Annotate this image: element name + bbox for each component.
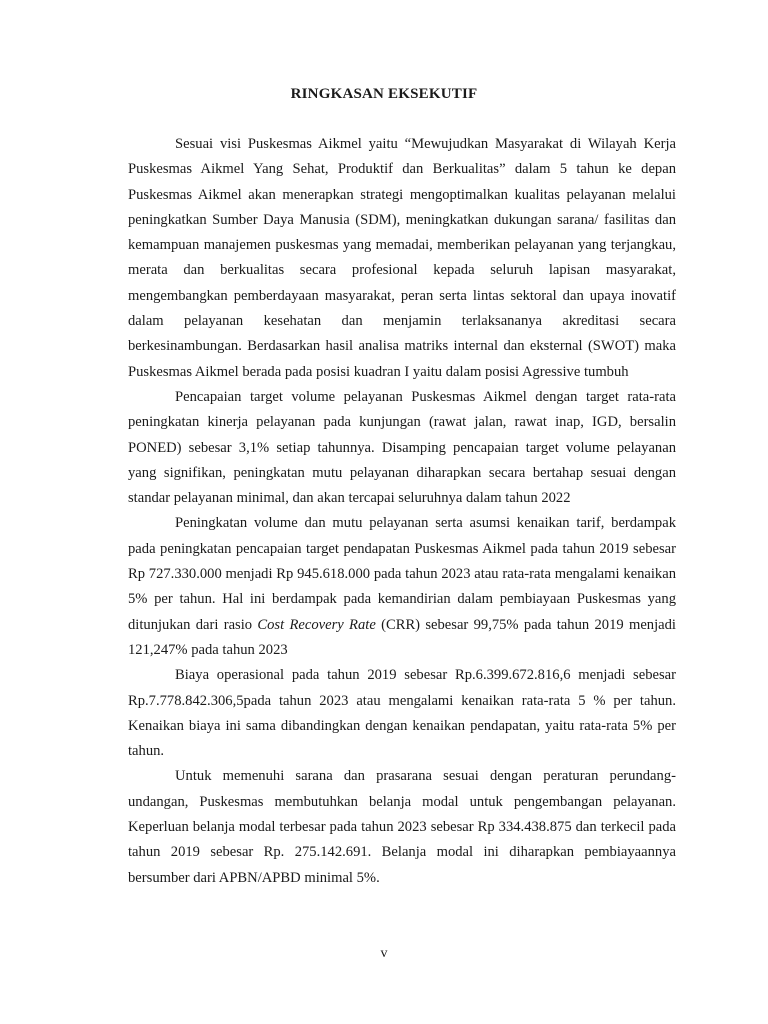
paragraph-revenue-text-end: (CRR) sebesar 99,75% pada tahun 2019 menjadi 121,247% pada tahun 2023 <box>128 616 676 658</box>
document-body <box>128 132 676 891</box>
paragraph-vision: Sesuai visi Puskesmas Aikmel yaitu “Mewujudkan Masyarakat di Wilayah Kerja Puskesmas Aikmel Yang Sehat, Produktif dan Berkualitas” dalam 5 tahun ke depan Puskesmas Aikmel akan menerapkan strategi mengoptimalkan kualitas pelayanan melalui peningkatkan Sumber Daya Manusia (SDM), meningkatkan dukungan sarana/ fasilitas dan kemampuan manajemen puskesmas yang memadai, memberikan pelayanan yang terjangkau, merata dan berkualitas secara profesional kepada seluruh lapisan masyarakat, mengembangkan pemberdayaan masyarakat, peran serta lintas sektoral dan upaya inovatif dalam pelayanan kesehatan dan menjamin terlaksananya akreditasi secara berkesinambungan. Berdasarkan hasil analisa matriks internal dan eksternal (SWOT) maka Puskesmas Aikmel berada pada posisi kuadran I yaitu dalam posisi Agressive tumbuh <box>128 136 676 380</box>
paragraph-capital-expenditure: Untuk memenuhi sarana dan prasarana sesuai dengan peraturan perundang-undangan, Puskesmas membutuhkan belanja modal untuk pengembangan pelayanan. Keperluan belanja modal terbesar pada tahun 2023 sebesar Rp 334.438.875 dan terkecil pada tahun 2019 sebesar Rp. 275.142.691. Belanja modal ini diharapkan pembiayaannya bersumber dari APBN/APBD minimal 5%. <box>128 768 676 886</box>
page-title: RINGKASAN EKSEKUTIF <box>290 86 478 102</box>
page-number: v <box>380 946 388 961</box>
cost-recovery-rate-term: Cost Recovery Rate <box>257 616 376 633</box>
paragraph-revenue <box>128 511 676 663</box>
paragraph-revenue-text-start: Peningkatan volume dan mutu pelayanan serta asumsi kenaikan tarif, berdampak pada peningkatan pencapaian target pendapatan Puskesmas Aikmel pada tahun 2019 sebesar Rp 727.330.000 menjadi Rp 945.618.000 pada tahun 2023 atau rata-rata mengalami kenaikan 5% per tahun. Hal ini berdampak pada kemandirian dalam pembiayaan Puskesmas yang ditunjukan dari rasio <box>128 515 676 633</box>
paragraph-operational-cost: Biaya operasional pada tahun 2019 sebesar Rp.6.399.672.816,6 menjadi sebesar Rp.7.778.842.306,5pada tahun 2023 atau mengalami kenaikan rata-rata 5 % per tahun. Kenaikan biaya ini sama dibandingkan dengan kenaikan pendapatan, yaitu rata-rata 5% per tahun. <box>128 667 676 760</box>
paragraph-service-volume: Pencapaian target volume pelayanan Puskesmas Aikmel dengan target rata-rata peningkatan kinerja pelayanan pada kunjungan (rawat jalan, rawat inap, IGD, bersalin PONED) sebesar 3,1% setiap tahunnya. Disamping pencapaian target volume pelayanan yang signifikan, peningkatan mutu pelayanan diharapkan secara bertahap sesuai dengan standar pelayanan minimal, dan akan tercapai seluruhnya dalam tahun 2022 <box>128 388 676 507</box>
